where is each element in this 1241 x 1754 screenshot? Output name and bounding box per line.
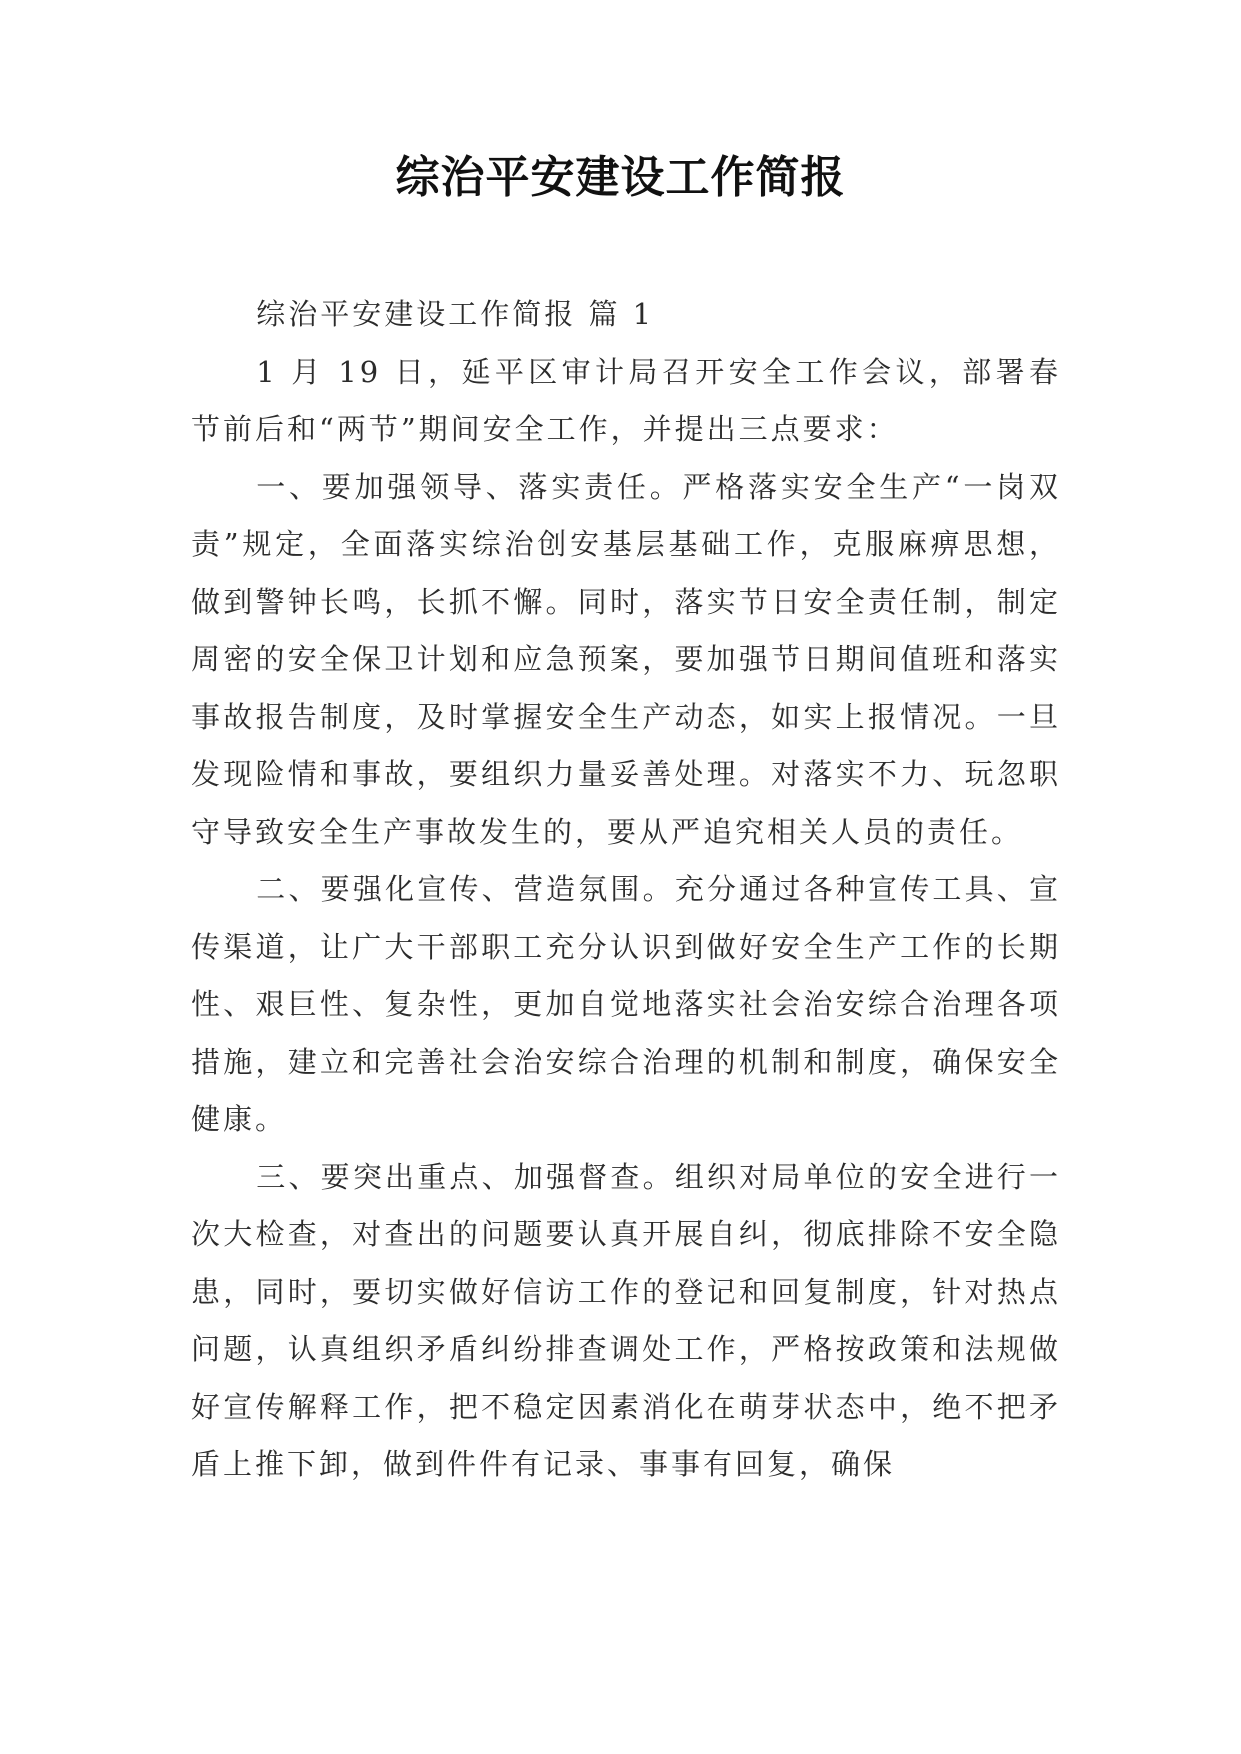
body-paragraph: 一、要加强领导、落实责任。严格落实安全生产“一岗双责”规定，全面落实综治创安基层基础工作，克服麻痹思想，做到警钟长鸣，长抓不懈。同时，落实节日安全责任制，制定周密的安全保卫计划和应急预案，要加强节日期间值班和落实事故报告制度，及时掌握安全生产动态，如实上报情况。一旦发现险情和事故，要组织力量妥善处理。对落实不力、玩忽职守导致安全生产事故发生的，要从严追究相关人员的责任。 bbox=[191, 469, 1061, 849]
section-heading: 综治平安建设工作简报 篇 1 bbox=[256, 297, 655, 331]
body-paragraph: 三、要突出重点、加强督查。组织对局单位的安全进行一次大检查，对查出的问题要认真开展自纠，彻底排除不安全隐患，同时，要切实做好信访工作的登记和回复制度，针对热点问题，认真组织矛盾纠纷排查调处工作，严格按政策和法规做好宣传解释工作，把不稳定因素消化在萌芽状态中，绝不把矛盾上推下卸，做到件件有记录、事事有回复，确保 bbox=[191, 1159, 1061, 1481]
body-paragraph: 1 月 19 日，延平区审计局召开安全工作会议，部署春节前后和“两节”期间安全工作，并提出三点要求： bbox=[191, 354, 1061, 446]
document-body bbox=[191, 286, 1061, 1494]
body-paragraph: 二、要强化宣传、营造氛围。充分通过各种宣传工具、宣传渠道，让广大干部职工充分认识到做好安全生产工作的长期性、艰巨性、复杂性，更加自觉地落实社会治安综合治理各项措施，建立和完善社会治安综合治理的机制和制度，确保安全健康。 bbox=[191, 872, 1061, 1136]
document-title: 综治平安建设工作简报 bbox=[395, 152, 846, 203]
